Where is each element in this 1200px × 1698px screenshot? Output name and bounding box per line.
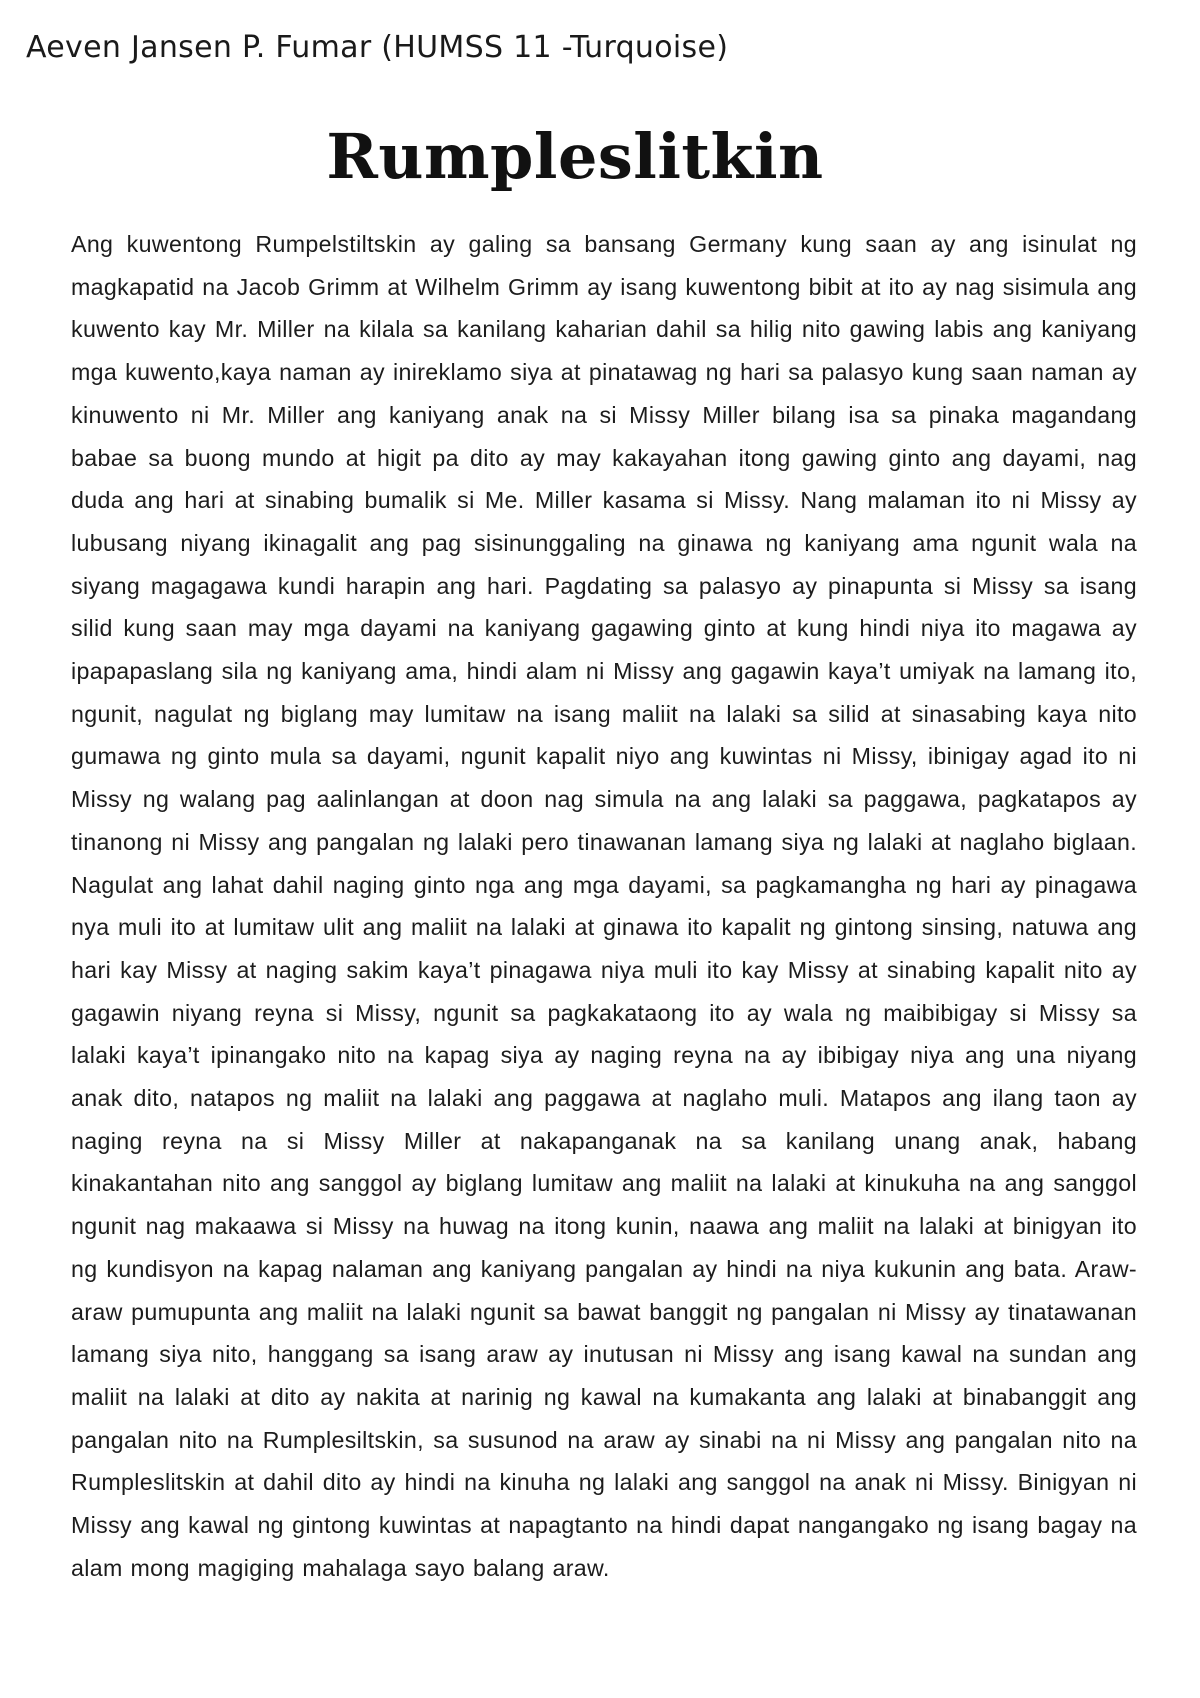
author-line: Aeven Jansen P. Fumar (HUMSS 11 -Turquoise) — [26, 30, 729, 65]
story-paragraph: Ang kuwentong Rumpelstiltskin ay galing sa bansang Germany kung saan ay ang isinulat ng magkapatid na Jacob Grimm at Wilhelm Grimm ay isang kuwentong bibit at ito ay nag sisimula ang kuwento kay Mr. Miller na kilala sa kanilang kaharian dahil sa hilig nito gawing labis ang kaniyang mga kuwento,kaya naman ay inireklamo siya at pinatawag ng hari sa palasyo kung saan naman ay kinuwento ni Mr. Miller ang kaniyang anak na si Missy Miller bilang isa sa pinaka magandang babae sa buong mundo at higit pa dito ay may kakayahan itong gawing ginto ang dayami, nag duda ang hari at sinabing bumalik si Me. Miller kasama si Missy. Nang malaman ito ni Missy ay lubusang niyang ikinagalit ang pag sisinunggaling na ginawa ng kaniyang ama ngunit wala na siyang magagawa kundi harapin ang hari. Pagdating sa palasyo ay pinapunta si Missy sa isang silid kung saan may mga dayami na kaniyang gagawing ginto at kung hindi niya ito magawa ay ipapapaslang sila ng kaniyang ama, hindi alam ni Missy ang gagawin kaya’t umiyak na lamang ito, ngunit, nagulat ng biglang may lumitaw na isang maliit na lalaki sa silid at sinasabing kaya nito gumawa ng ginto mula sa dayami, ngunit kapalit niyo ang kuwintas ni Missy, ibinigay agad ito ni Missy ng walang pag aalinlangan at doon nag simula na ang lalaki sa paggawa, pagkatapos ay tinanong ni Missy ang pangalan ng lalaki pero tinawanan lamang siya ng lalaki at naglaho biglaan. Nagulat ang lahat dahil naging ginto nga ang mga dayami, sa pagkamangha ng hari ay pinagawa nya muli ito at lumitaw ulit ang maliit na lalaki at ginawa ito kapalit ng gintong sinsing, natuwa ang hari kay Missy at naging sakim kaya’t pinagawa niya muli ito kay Missy at sinabing kapalit nito ay gagawin niyang reyna si Missy, ngunit sa pagkakataong ito ay wala ng maibibigay si Missy sa lalaki kaya’t ipinangako nito na kapag siya ay naging reyna na ay ibibigay niya ang una niyang anak dito, natapos ng maliit na lalaki ang paggawa at naglaho muli. Matapos ang ilang taon ay naging reyna na si Missy Miller at nakapanganak na sa kanilang unang anak, habang kinakantahan nito ang sanggol ay biglang lumitaw ang maliit na lalaki at kinukuha na ang sanggol ngunit nag makaawa si Missy na huwag na itong kunin, naawa ang maliit na lalaki at binigyan ito ng kundisyon na kapag nalaman ang kaniyang pangalan ay hindi na niya kukunin ang bata. Araw-araw pumupunta ang maliit na lalaki ngunit sa bawat banggit ng pangalan ni Missy ay tinatawanan lamang siya nito, hanggang sa isang araw ay inutusan ni Missy ang isang kawal na sundan ang maliit na lalaki at dito ay nakita at narinig ng kawal na kumakanta ang lalaki at binabanggit ang pangalan nito na Rumplesiltskin, sa susunod na araw ay sinabi na ni Missy ang pangalan nito na Rumpleslitskin at dahil dito ay hindi na kinuha ng lalaki ang sanggol na anak ni Missy. Binigyan ni Missy ang kawal ng gintong kuwintas at napagtanto na hindi dapat nangangako ng isang bagay na alam mong magiging mahalaga sayo balang araw. — [71, 231, 1137, 1581]
document-title: Rumpleslitkin — [326, 120, 824, 193]
